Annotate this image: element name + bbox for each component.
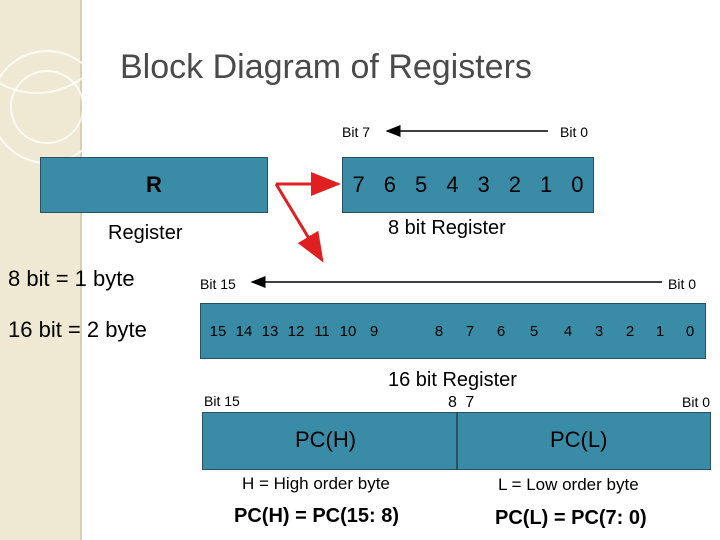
bit-cell: 7 bbox=[465, 322, 475, 340]
pc-low-formula: PC(L) = PC(7: 0) bbox=[495, 507, 647, 529]
pc-split-label: 8 7 bbox=[448, 394, 477, 411]
bit0-label-16: Bit 0 bbox=[668, 276, 697, 292]
bit-cell: 4 bbox=[563, 322, 573, 340]
pc-low-label: PC(L) bbox=[550, 427, 608, 452]
red-arrow-to-16bit bbox=[276, 184, 322, 260]
bit-cell: 6 bbox=[383, 172, 396, 197]
register-8bit-box bbox=[342, 157, 594, 213]
register-8bit-caption: 8 bit Register bbox=[388, 217, 506, 239]
pc-bit15-label: Bit 15 bbox=[204, 393, 240, 409]
bit-cell: 3 bbox=[594, 322, 604, 340]
bit-cell: 15 bbox=[209, 322, 227, 340]
bit-cell: 3 bbox=[477, 172, 490, 197]
register-16bit-box bbox=[200, 303, 706, 359]
pc-low-box bbox=[457, 412, 711, 470]
bit-cell: 5 bbox=[529, 322, 539, 340]
bit-cell: 9 bbox=[369, 322, 379, 340]
bit-cell: 2 bbox=[625, 322, 635, 340]
pc-bit0-label: Bit 0 bbox=[682, 394, 711, 410]
bit-cells-8 bbox=[343, 158, 593, 212]
bit-cell: 12 bbox=[287, 322, 305, 340]
register-caption: Register bbox=[108, 222, 183, 244]
bit-cell: 2 bbox=[508, 172, 521, 197]
pc-low-description: L = Low order byte bbox=[498, 475, 639, 494]
bit-cell: 14 bbox=[235, 322, 253, 340]
bit-cell: 0 bbox=[685, 322, 695, 340]
bit-cell: 11 bbox=[314, 322, 330, 340]
bit0-label: Bit 0 bbox=[560, 124, 589, 140]
bit7-label: Bit 7 bbox=[342, 124, 371, 140]
register-16bit-caption: 16 bit Register bbox=[388, 369, 517, 391]
bit-cell: 1 bbox=[655, 322, 665, 340]
bit-cell: 5 bbox=[415, 172, 428, 197]
bit-cell: 10 bbox=[339, 322, 357, 340]
pc-high-formula: PC(H) = PC(15: 8) bbox=[234, 505, 400, 527]
bit-cell: 7 bbox=[352, 172, 365, 197]
pc-high-label: PC(H) bbox=[295, 427, 357, 452]
bit15-label: Bit 15 bbox=[200, 276, 236, 292]
bit-cell: 4 bbox=[446, 172, 459, 197]
byte16-note: 16 bit = 2 byte bbox=[8, 317, 147, 342]
bit-cell: 1 bbox=[540, 172, 553, 197]
bit-cell: 0 bbox=[571, 172, 584, 197]
register-r-box bbox=[40, 157, 268, 213]
pc-high-description: H = High order byte bbox=[242, 474, 390, 493]
slide-title: Block Diagram of Registers bbox=[120, 48, 532, 86]
pc-high-box bbox=[202, 412, 457, 470]
bit-cell: 6 bbox=[496, 322, 506, 340]
register-r-name: R bbox=[146, 172, 162, 197]
bit-cell: 8 bbox=[434, 322, 444, 340]
bit-cell: 13 bbox=[261, 322, 279, 340]
byte8-note: 8 bit = 1 byte bbox=[8, 266, 135, 291]
bit-cells-16 bbox=[201, 304, 705, 358]
